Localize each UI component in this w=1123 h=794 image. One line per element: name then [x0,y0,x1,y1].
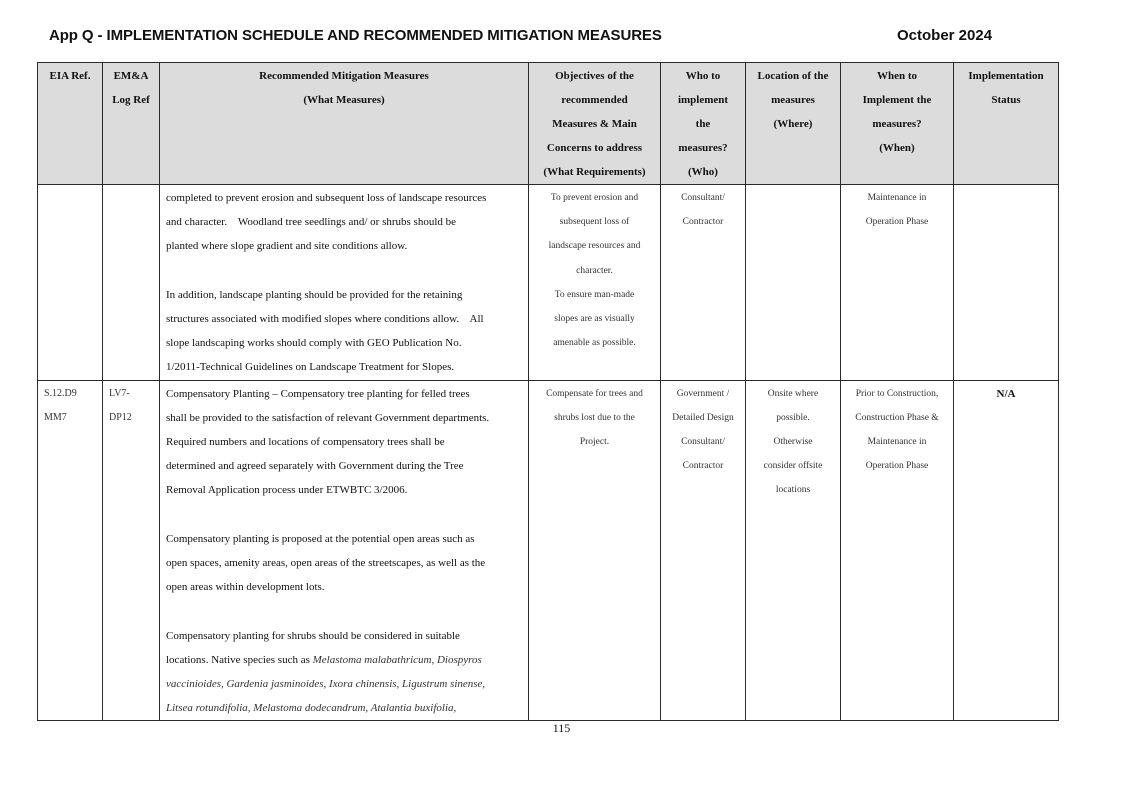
cell-status [954,380,1059,721]
column-header-log-ref: EM&A Log Ref [103,63,160,185]
column-header-objectives: Objectives of the recommended Measures & Main Concerns to address (What Requirements) [529,63,661,185]
species-names: Litsea rotundifolia, Melastoma dodecandrum, Atalantia buxifolia, [166,702,457,715]
table-row [38,380,1059,721]
species-names: Melastoma malabathricum, Diospyros [312,653,482,666]
cell-where [746,185,841,381]
cell-objectives: Compensate for trees and shrubs lost due to the Project. [529,380,661,721]
cell-when: Prior to Construction, Construction Phase & Maintenance in Operation Phase [841,380,954,721]
cell-objectives: To prevent erosion and subsequent loss of landscape resources and character. To ensure man-made slopes are as visually amenable as possible. [529,185,661,381]
column-header-who: Who to implement the measures? (Who) [661,63,746,185]
table-row [38,185,1059,381]
status-value: N/A [996,387,1016,400]
mitigation-schedule-table [37,62,1059,721]
cell-log-ref [103,185,160,381]
column-header-measures: Recommended Mitigation Measures (What Measures) [160,63,529,185]
column-header-status: Implementation Status [954,63,1059,185]
column-header-where: Location of the measures (Where) [746,63,841,185]
column-header-when: When to Implement the measures? (When) [841,63,954,185]
document-title: App Q - IMPLEMENTATION SCHEDULE AND RECOMMENDED MITIGATION MEASURES [49,27,662,44]
cell-status [954,185,1059,381]
cell-eia-ref [38,185,103,381]
cell-measures: Compensatory Planting – Compensatory tree planting for felled trees shall be provided to the satisfaction of relevant Government departments. Required numbers and locations of compensatory trees shall be determined and agreed separately with Government during the Tree Removal Application process under ETWBTC 3/2006. Compensatory planting is proposed at the potential open areas such as open spaces, amenity areas, open areas of the streetscapes, as well as the open areas within development lots. Compensatory planting for shrubs should be considered in suitable locations. Native species such as Melastoma malabathricum, Diospyros vaccinioides, Gardenia jasminoides, Ixora chinensis, Ligustrum sinense, Litsea rotundifolia, Melastoma dodecandrum, Atalantia buxifolia, [160,380,529,721]
cell-measures: completed to prevent erosion and subsequent loss of landscape resources and character. Woodland tree seedlings and/ or shrubs should be planted where slope gradient and site conditions allow. In addition, landscape planting should be provided for the retaining structures associated with modified slopes where conditions allow. All slope landscaping works should comply with GEO Publication No. 1/2011-Technical Guidelines on Landscape Treatment for Slopes. [160,185,529,381]
page-number: 115 [552,721,571,735]
cell-log-ref: LV7- DP12 [103,380,160,721]
cell-who: Consultant/ Contractor [661,185,746,381]
cell-who: Government / Detailed Design Consultant/ Contractor [661,380,746,721]
cell-when: Maintenance in Operation Phase [841,185,954,381]
page-header [49,27,1123,47]
cell-where: Onsite where possible. Otherwise consider offsite locations [746,380,841,721]
species-names: vaccinioides, Gardenia jasminoides, Ixora chinensis, Ligustrum sinense, [166,678,486,691]
document-date: October 2024 [897,27,993,44]
table-header-row [38,63,1059,185]
cell-eia-ref: S.12.D9 MM7 [38,380,103,721]
column-header-eia-ref: EIA Ref. [38,63,103,185]
